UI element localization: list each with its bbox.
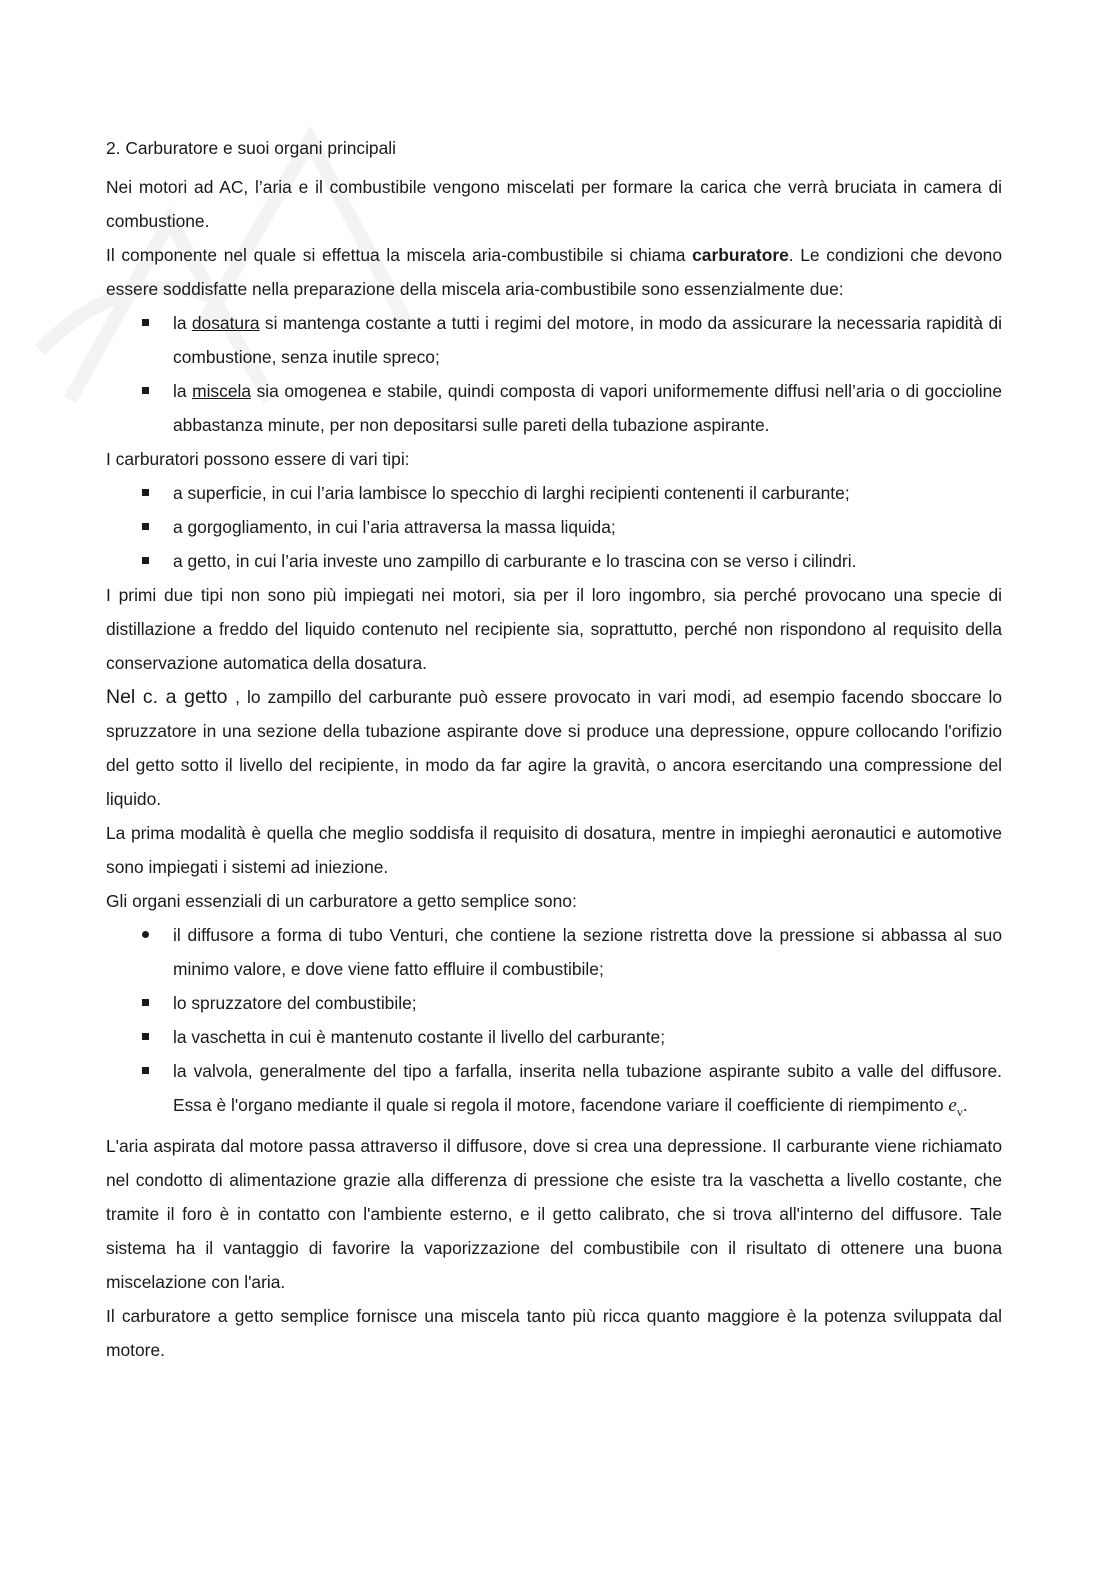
paragraph-carburatore: Il componente nel quale si effettua la miscela aria-combustibile si chiama carburatore. Le condizioni che devono essere soddisfatte nella preparazione della miscela aria-combustibile sono essenzialmente due:	[106, 245, 1002, 299]
paragraph-types-intro: I carburatori possono essere di vari tipi:	[106, 449, 410, 469]
paragraph-conclusione: Il carburatore a getto semplice fornisce una miscela tanto più ricca quanto maggiore è la potenza sviluppata dal motore.	[106, 1305, 1002, 1360]
list-item: a getto, in cui l’aria investe uno zampillo di carburante e lo trascina con se verso i cilindri.	[106, 544, 1002, 578]
symbol-ev: $e_v$	[948, 1095, 963, 1119]
types-list	[106, 476, 1002, 578]
conditions-list	[106, 306, 1002, 442]
list-item: la valvola, generalmente del tipo a farfalla, inserita nella tubazione aspirante subito a valle del diffusore. Essa è l'organo mediante il quale si regola il motore, facendone variare il coefficiente di riempimento $e_v$.	[106, 1054, 1002, 1129]
underlined-term: dosatura	[191, 313, 260, 333]
paragraph-getto: Nel c. a getto , lo zampillo del carburante può essere provocato in vari modi, ad esempio facendo sboccare lo spruzzatore in una sezione della tubazione aspirante dove si produce una depressione, oppure collocando l'orifizio del getto sotto il livello del recipiente, in modo da far agire la gravità, o ancora esercitando una compressione del liquido.	[106, 686, 1002, 809]
section-title: 2. Carburatore e suoi organi principali	[106, 138, 397, 158]
organs-list	[106, 918, 1002, 1129]
list-item: la dosatura si mantenga costante a tutti i regimi del motore, in modo da assicurare la necessaria rapidità di combustione, senza inutile spreco;	[106, 306, 1002, 374]
list-item: la miscela sia omogenea e stabile, quindi composta di vapori uniformemente diffusi nell’aria o di goccioline abbastanza minute, per non depositarsi sulle pareti della tubazione aspirante.	[106, 374, 1002, 442]
list-item: la vaschetta in cui è mantenuto costante il livello del carburante;	[106, 1020, 1002, 1054]
underlined-term: miscela	[192, 381, 252, 401]
list-item: a gorgogliamento, in cui l’aria attraversa la massa liquida;	[106, 510, 1002, 544]
paragraph-organs-intro: Gli organi essenziali di un carburatore a getto semplice sono:	[106, 891, 577, 911]
paragraph-modalita: La prima modalità è quella che meglio soddisfa il requisito di dosatura, mentre in impieghi aeronautici e automotive sono impiegati i sistemi ad iniezione.	[106, 823, 1002, 877]
lead-phrase: Nel c. a getto	[106, 686, 236, 708]
paragraph-funzionamento: L'aria aspirata dal motore passa attraverso il diffusore, dove si crea una depressione. Il carburante viene richiamato nel condotto di alimentazione grazie alla differenza di pressione che esiste tra la vaschetta a livello costante, che tramite il foro è in contatto con l'ambiente esterno, e il getto calibrato, che si trova all'interno del diffusore. Tale sistema ha il vantaggio di favorire la vaporizzazione del combustibile con il risultato di ottenere una buona miscelazione con l'aria.	[106, 1135, 1002, 1292]
list-item: lo spruzzatore del combustibile;	[106, 986, 1002, 1020]
document-body	[106, 131, 1002, 1367]
list-item: il diffusore a forma di tubo Venturi, che contiene la sezione ristretta dove la pressione si abbassa al suo minimo valore, e dove viene fatto effluire il combustibile;	[106, 918, 1002, 986]
bold-term: carburatore	[692, 245, 789, 265]
paragraph-types-comment: I primi due tipi non sono più impiegati nei motori, sia per il loro ingombro, sia perché provocano una specie di distillazione a freddo del liquido contenuto nel recipiente sia, soprattutto, perché non rispondono al requisito della conservazione automatica della dosatura.	[106, 585, 1002, 673]
paragraph-intro: Nei motori ad AC, l’aria e il combustibile vengono miscelati per formare la carica che verrà bruciata in camera di combustione.	[106, 177, 1002, 231]
list-item: a superficie, in cui l’aria lambisce lo specchio di larghi recipienti contenenti il carburante;	[106, 476, 1002, 510]
